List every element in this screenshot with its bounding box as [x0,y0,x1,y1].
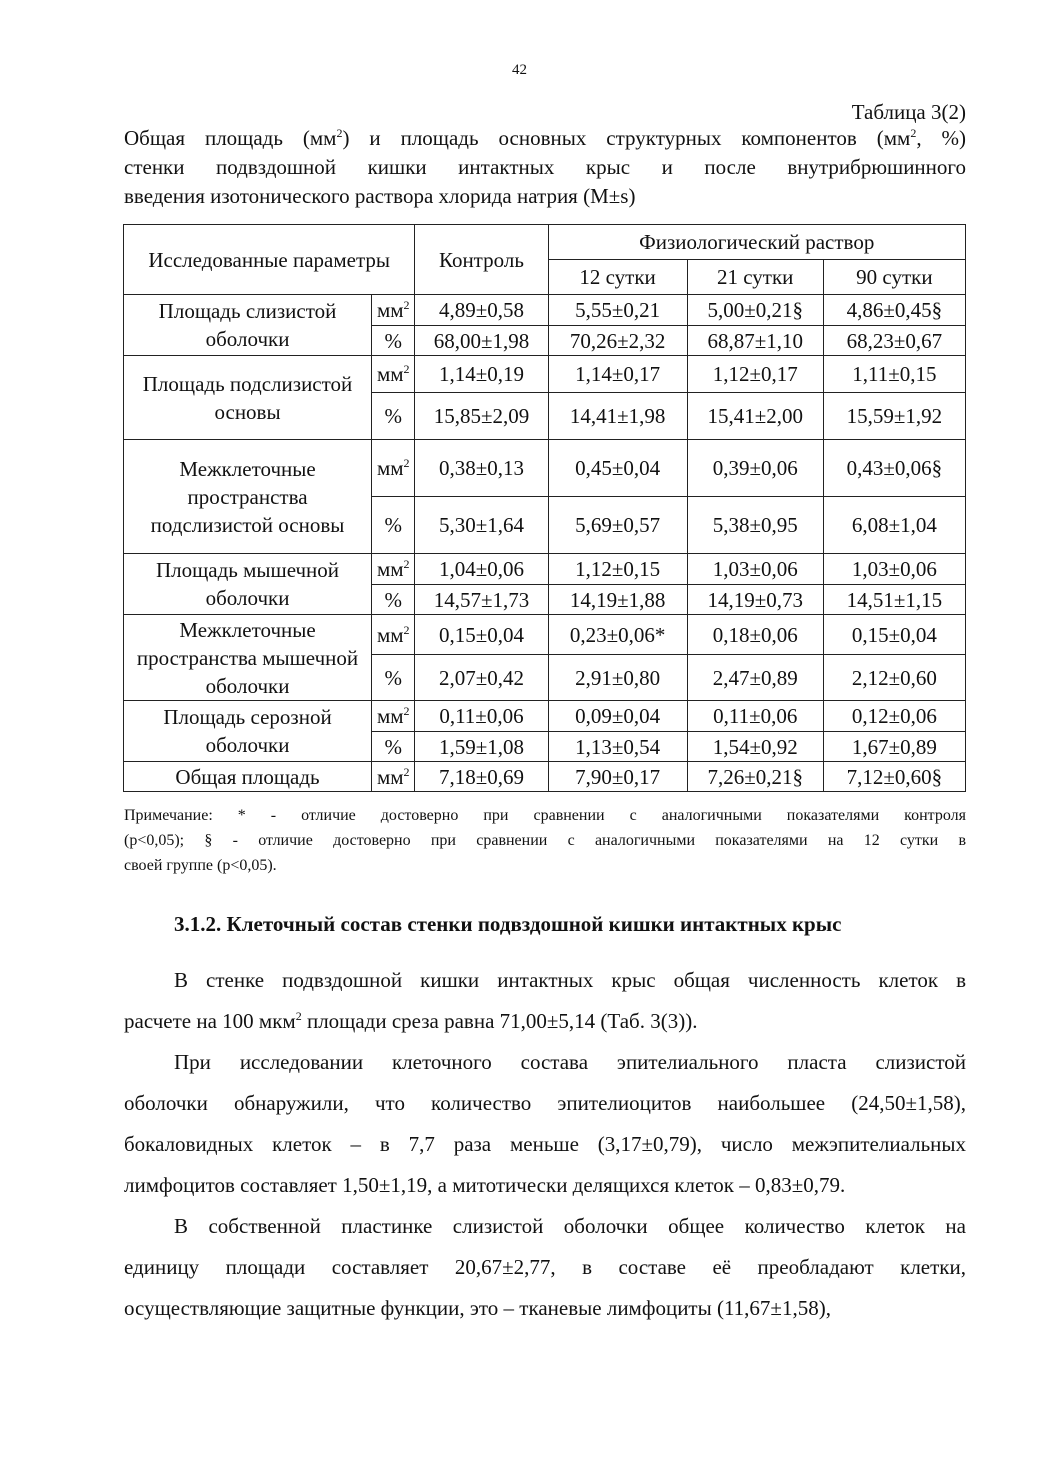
value-cell: 1,54±0,92 [687,732,823,762]
table-row [124,295,966,326]
value-cell: 2,12±0,60 [823,655,965,701]
table-caption [124,124,966,211]
value-cell: 0,45±0,04 [548,440,687,497]
row-parameter-name: Площадь слизистой оболочки [124,295,372,356]
value-cell: 1,59±1,08 [415,732,548,762]
value-cell: 0,15±0,04 [823,615,965,655]
value-cell: 15,41±2,00 [687,393,823,440]
value-cell: 1,12±0,17 [687,356,823,393]
value-cell: 14,51±1,15 [823,585,965,615]
unit-mm2: $мм^2$ [372,615,415,655]
paragraph-line: оболочки обнаружили, что количество эпителиоцитов наибольшее (24,50±1,58), [124,1091,966,1115]
value-cell: 0,43±0,06§ [823,440,965,497]
header-saline: Физиологический раствор [548,225,966,260]
value-cell: 0,15±0,04 [415,615,548,655]
note-line-1: Примечание: * - отличие достоверно при сравнении с аналогичными показателями контроля [124,807,966,824]
caption-line-3: введения изотонического раствора хлорида натрия (M±s) [124,184,636,208]
value-cell: 14,57±1,73 [415,585,548,615]
unit-percent: % [372,393,415,440]
value-cell: 5,00±0,21§ [687,295,823,326]
table-row [124,554,966,585]
value-cell: 68,87±1,10 [687,326,823,356]
paragraph-line: В собственной пластинке слизистой оболочки общее количество клеток на [174,1214,966,1238]
unit-mm2: $мм^2$ [372,762,415,792]
value-cell: 68,00±1,98 [415,326,548,356]
unit-percent: % [372,497,415,554]
page-number: 42 [512,62,527,78]
value-cell: 1,04±0,06 [415,554,548,585]
row-parameter-name: Площадь серозной оболочки [124,701,372,762]
paragraph-line: При исследовании клеточного состава эпителиального пласта слизистой [174,1050,966,1074]
table-row [124,356,966,393]
value-cell: 68,23±0,67 [823,326,965,356]
header-day12: 12 сутки [548,260,687,295]
unit-percent: % [372,585,415,615]
value-cell: 0,38±0,13 [415,440,548,497]
value-cell: 2,47±0,89 [687,655,823,701]
value-cell: 5,38±0,95 [687,497,823,554]
value-cell: 1,03±0,06 [823,554,965,585]
unit-percent: % [372,655,415,701]
row-parameter-name: Общая площадь [124,762,372,792]
value-cell: 70,26±2,32 [548,326,687,356]
header-day21: 21 сутки [687,260,823,295]
header-day90: 90 сутки [823,260,965,295]
value-cell: 4,89±0,58 [415,295,548,326]
unit-mm2: $мм^2$ [372,295,415,326]
value-cell: 2,91±0,80 [548,655,687,701]
value-cell: 6,08±1,04 [823,497,965,554]
unit-mm2: $мм^2$ [372,440,415,497]
value-cell: 7,18±0,69 [415,762,548,792]
value-cell: 1,67±0,89 [823,732,965,762]
row-parameter-name: Площадь подслизистой основы [124,356,372,440]
paragraph-line: лимфоцитов составляет 1,50±1,19, а митотически делящихся клеток – 0,83±0,79. [124,1173,846,1197]
value-cell: 0,23±0,06* [548,615,687,655]
body-text [124,960,966,1329]
table-row [124,440,966,497]
table-row [124,615,966,655]
row-parameter-name: Межклеточные пространства мышечной оболочки [124,615,372,701]
table-note [124,803,966,878]
unit-percent: % [372,326,415,356]
value-cell: 1,12±0,15 [548,554,687,585]
value-cell: 0,11±0,06 [415,701,548,732]
unit-mm2: $мм^2$ [372,554,415,585]
value-cell: 1,13±0,54 [548,732,687,762]
value-cell: 4,86±0,45§ [823,295,965,326]
value-cell: 0,18±0,06 [687,615,823,655]
table-row [124,701,966,732]
value-cell: 1,14±0,17 [548,356,687,393]
value-cell: 1,11±0,15 [823,356,965,393]
value-cell: 2,07±0,42 [415,655,548,701]
row-parameter-name: Межклеточные пространства подслизистой основы [124,440,372,554]
header-control: Контроль [415,225,548,295]
section-heading: 3.1.2. Клеточный состав стенки подвздошной кишки интактных крыс [174,912,842,936]
unit-mm2: $мм^2$ [372,701,415,732]
value-cell: 14,19±1,88 [548,585,687,615]
value-cell: 7,26±0,21§ [687,762,823,792]
value-cell: 5,55±0,21 [548,295,687,326]
value-cell: 0,11±0,06 [687,701,823,732]
value-cell: 1,03±0,06 [687,554,823,585]
value-cell: 5,69±0,57 [548,497,687,554]
unit-mm2: $мм^2$ [372,356,415,393]
paragraph-line: бокаловидных клеток – в 7,7 раза меньше (3,17±0,79), число межэпителиальных [124,1132,966,1156]
note-line-3: своей группе (р<0,05). [124,857,277,874]
header-params: Исследованные параметры [124,225,415,295]
caption-line-1: Общая площадь $(мм^2)$ и площадь основных структурных компонентов ($мм^2$, %) [124,126,966,150]
paragraph-line: В стенке подвздошной кишки интактных крыс общая численность клеток в [174,968,966,992]
value-cell: 7,12±0,60§ [823,762,965,792]
note-line-2: (р<0,05); § - отличие достоверно при сравнении с аналогичными показателями на 12 сутки в [124,832,966,849]
value-cell: 15,85±2,09 [415,393,548,440]
value-cell: 0,09±0,04 [548,701,687,732]
value-cell: 15,59±1,92 [823,393,965,440]
value-cell: 7,90±0,17 [548,762,687,792]
value-cell: 0,12±0,06 [823,701,965,732]
row-parameter-name: Площадь мышечной оболочки [124,554,372,615]
morphometry-table [123,224,966,792]
value-cell: 0,39±0,06 [687,440,823,497]
paragraph-line: осуществляющие защитные функции, это – тканевые лимфоциты (11,67±1,58), [124,1296,831,1320]
caption-line-2: стенки подвздошной кишки интактных крыс и после внутрибрюшинного [124,155,966,179]
value-cell: 5,30±1,64 [415,497,548,554]
table-label: Таблица 3(2) [851,100,966,124]
value-cell: 14,19±0,73 [687,585,823,615]
unit-percent: % [372,732,415,762]
value-cell: 1,14±0,19 [415,356,548,393]
table-row [124,762,966,792]
value-cell: 14,41±1,98 [548,393,687,440]
paragraph-line: единицу площади составляет 20,67±2,77, в составе её преобладают клетки, [124,1255,966,1279]
paragraph-line: расчете на 100 мкм$^2$ площади среза равна 71,00±5,14 (Таб. 3(3)). [124,1009,698,1033]
